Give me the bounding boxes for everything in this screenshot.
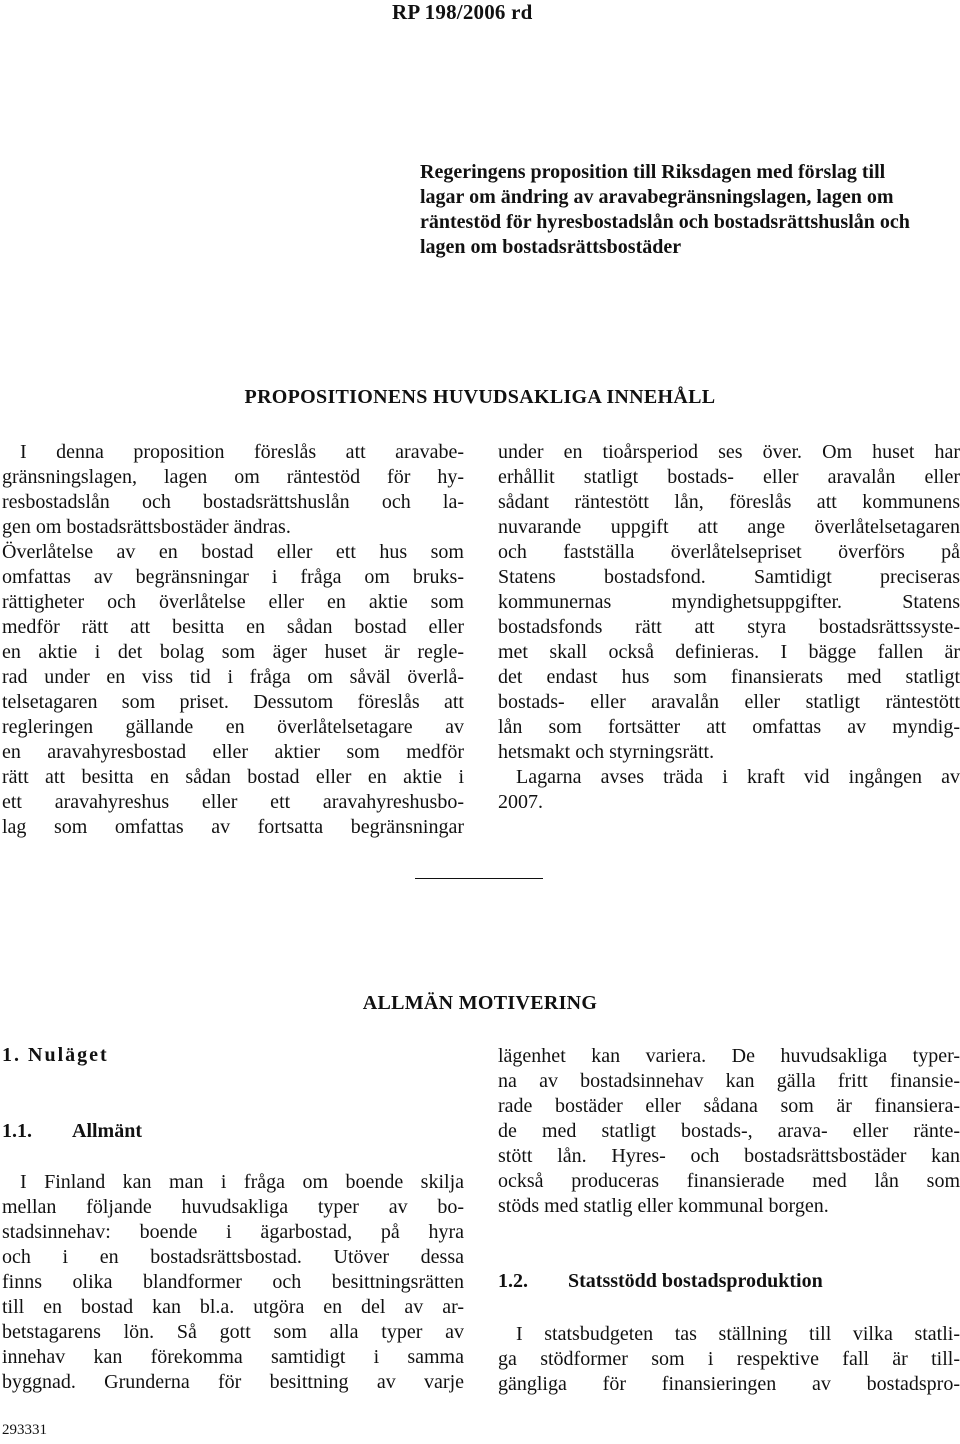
heading-number: 1.2. xyxy=(498,1270,528,1292)
heading-number: 1.1. xyxy=(2,1120,32,1142)
text-line: under en tioårsperiod ses över. Om huset har xyxy=(498,441,960,463)
heading-statsstodd xyxy=(498,1270,823,1293)
motivation-left-column xyxy=(2,1170,464,1395)
text-line: rätt att besitta en sådan bostad eller en aktie i xyxy=(2,766,464,788)
text-line: lag som omfattas av fortsatta begränsningar xyxy=(2,816,464,838)
text-line: de med statligt bostads-, arava- eller ränte- xyxy=(498,1120,960,1142)
text-line: stöds med statlig eller kommunal borgen. xyxy=(498,1195,829,1217)
text-line: telsetagaren som priset. Dessutom föreslås att xyxy=(2,691,464,713)
text-line: Överlåtelse av en bostad eller ett hus som xyxy=(2,541,464,563)
text-line: rade bostäder eller sådana som är finansiera- xyxy=(498,1095,960,1117)
text-line: bostads- eller aravalån eller statligt räntestött xyxy=(498,691,960,713)
text-line: en aktie i det bolag som äger huset är regle- xyxy=(2,641,464,663)
text-line: I Finland kan man i fråga om boende skilja xyxy=(20,1171,464,1193)
text-line: met skall också definieras. I bägge fallen är xyxy=(498,641,960,663)
motivation-right-column xyxy=(498,1044,960,1219)
heading-nulaget: 1. Nuläget xyxy=(2,1044,109,1066)
text-line: bostadsfonds rätt att styra bostadsrättssyste- xyxy=(498,616,960,638)
text-line: och fastställa överlåtelsepriset överförs på xyxy=(498,541,960,563)
text-line: stadsinnehav: boende i ägarbostad, på hyra xyxy=(2,1221,464,1243)
text-line: erhållit statligt bostads- eller aravalån eller xyxy=(498,466,960,488)
text-line: och i en bostadsrättsbostad. Utöver dessa xyxy=(2,1246,464,1268)
summary-left-column xyxy=(2,440,464,840)
heading-text: Statsstödd bostadsproduktion xyxy=(568,1270,823,1292)
text-line: kommunernas myndighetsuppgifter. Statens xyxy=(498,591,960,613)
heading-allmant xyxy=(2,1120,142,1143)
title-line: lagar om ändring av aravabegränsningslagen, lagen om xyxy=(420,186,894,208)
text-line: 2007. xyxy=(498,791,543,813)
text-line: en aravahyresbostad eller aktier som medför xyxy=(2,741,464,763)
text-line: regleringen gällande en överlåtelsetagare av xyxy=(2,716,464,738)
motivation-right-column-2 xyxy=(498,1322,960,1397)
text-line: sådant räntestött lån, föreslås att kommunens xyxy=(498,491,960,513)
text-line: ga stödformer som i respektive fall är till- xyxy=(498,1348,960,1370)
text-line: stött lån. Hyres- och bostadsrättsbostäder kan xyxy=(498,1145,960,1167)
text-line: finns olika blandformer och besittningsrätten xyxy=(2,1271,464,1293)
text-line: det endast hus som finansierats med statligt xyxy=(498,666,960,688)
text-line: hetsmakt och styrningsrätt. xyxy=(498,741,715,763)
summary-heading: PROPOSITIONENS HUVUDSAKLIGA INNEHÅLL xyxy=(244,386,716,408)
title-line: räntestöd för hyresbostadslån och bostadsrättshuslån och xyxy=(420,211,910,233)
text-line: lägenhet kan variera. De huvudsakliga typer- xyxy=(498,1045,960,1067)
text-line: också produceras finansierade med lån som xyxy=(498,1170,960,1192)
footer-number: 293331 xyxy=(2,1422,47,1438)
text-line: innehav kan förekomma samtidigt i samma xyxy=(2,1346,464,1368)
text-line: till en bostad kan bl.a. utgöra en del av ar- xyxy=(2,1296,464,1318)
text-line: betstagarens lön. Så gott som alla typer av xyxy=(2,1321,464,1343)
text-line: nuvarande uppgift att ange överlåtelsetagaren xyxy=(498,516,960,538)
summary-right-column xyxy=(498,440,960,815)
text-line: gränsningslagen, lagen om räntestöd för hy- xyxy=(2,466,464,488)
text-line: gängliga för finansieringen av bostadspro- xyxy=(498,1373,960,1395)
text-line: I statsbudgeten tas ställning till vilka statli- xyxy=(516,1323,960,1345)
document-id: RP 198/2006 rd xyxy=(392,0,533,24)
text-line: medför rätt att besitta en sådan bostad eller xyxy=(2,616,464,638)
section-divider xyxy=(415,878,543,879)
text-line: lån som fortsätter att omfattas av myndig- xyxy=(498,716,960,738)
text-line: Statens bostadsfond. Samtidigt preciseras xyxy=(498,566,960,588)
text-line: byggnad. Grunderna för besittning av varje xyxy=(2,1371,464,1393)
text-line: resbostadslån och bostadsrättshuslån och la- xyxy=(2,491,464,513)
title-line: Regeringens proposition till Riksdagen med förslag till xyxy=(420,161,886,183)
heading-text: Allmänt xyxy=(72,1120,142,1142)
text-line: omfattas av begränsningar i fråga om bruks- xyxy=(2,566,464,588)
text-line: rättigheter och överlåtelse eller en aktie som xyxy=(2,591,464,613)
text-line: I denna proposition föreslås att aravabe- xyxy=(20,441,464,463)
text-line: rad under en viss tid i fråga om såväl överlå- xyxy=(2,666,464,688)
text-line: mellan följande huvudsakliga typer av bo- xyxy=(2,1196,464,1218)
text-line: ett aravahyreshus eller ett aravahyreshusbo- xyxy=(2,791,464,813)
title-line: lagen om bostadsrättsbostäder xyxy=(420,236,682,258)
text-line: Lagarna avses träda i kraft vid ingången av xyxy=(516,766,960,788)
document-title xyxy=(420,160,960,260)
motivation-heading: ALLMÄN MOTIVERING xyxy=(362,992,598,1014)
text-line: gen om bostadsrättsbostäder ändras. xyxy=(2,516,291,538)
text-line: na av bostadsinnehav kan gälla fritt finansie- xyxy=(498,1070,960,1092)
